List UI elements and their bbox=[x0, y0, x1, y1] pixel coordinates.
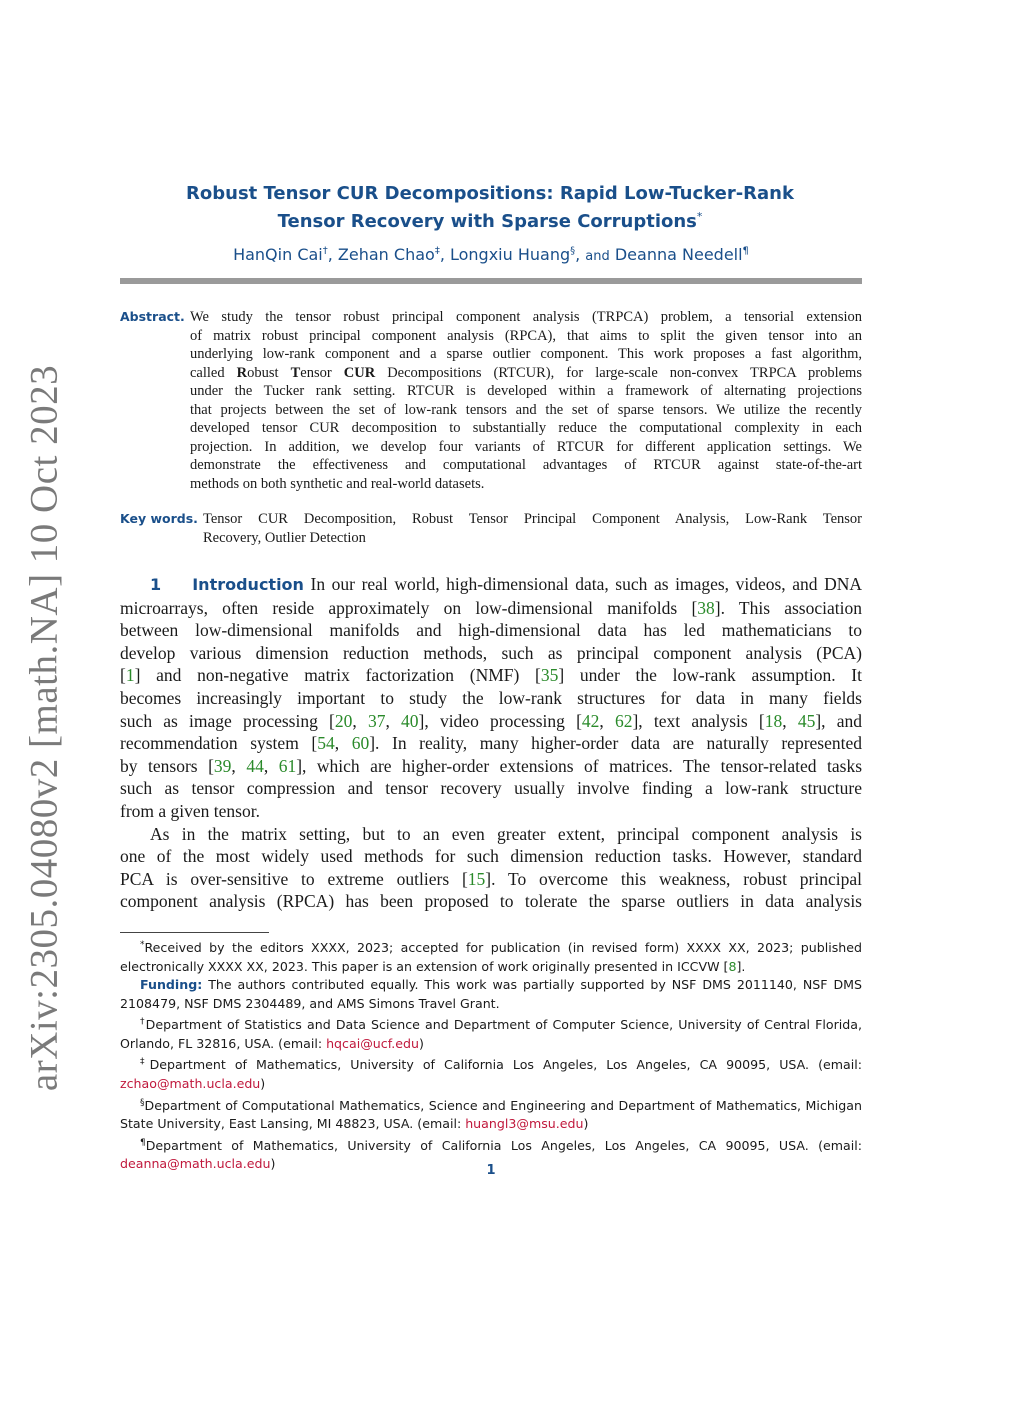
intro-line: develop various dimension reduction methods, such as principal component analysis (PCA) bbox=[120, 642, 862, 663]
citation-link[interactable]: 40 bbox=[401, 710, 419, 731]
abstract-line: methods on both synthetic and real-world datasets. bbox=[190, 475, 485, 492]
keywords-line: Recovery, Outlier Detection bbox=[203, 529, 366, 546]
email-link[interactable]: huangl3@msu.edu bbox=[465, 1116, 584, 1132]
abstract-acronym-letter: R bbox=[236, 364, 248, 381]
citation-link[interactable]: 54 bbox=[317, 733, 335, 754]
intro-text: recommendation system [ bbox=[120, 733, 318, 754]
abstract-text: ensor bbox=[300, 364, 344, 381]
footnote-line bbox=[120, 1075, 862, 1094]
citation-link[interactable]: 45 bbox=[797, 710, 816, 731]
footnote-text: Department of Statistics and Data Science and Department of Computer Science, University of Central Florida, bbox=[145, 1017, 863, 1033]
abstract-acronym-letter: CUR bbox=[343, 364, 376, 381]
footnote-text: The authors contributed equally. This work was partially supported by NSF DMS 2011140, NSF DMS bbox=[208, 977, 862, 993]
intro-line: from a given tensor. bbox=[120, 800, 260, 821]
footnote-text: Orlando, FL 32816, USA. (email: bbox=[120, 1035, 327, 1051]
footnote-text: Department of Mathematics, University of California Los Angeles, Los Angeles, CA 90095, USA. (email: bbox=[149, 1057, 862, 1073]
intro-line bbox=[120, 597, 862, 620]
intro-line bbox=[120, 664, 862, 687]
footnote-text: electronically XXXX XX, 2023. This paper is an extension of work originally presented in ICCVW [ bbox=[120, 958, 729, 974]
author-affiliation-marker[interactable]: † bbox=[322, 245, 328, 257]
abstract-body bbox=[190, 308, 862, 493]
abstract-line: demonstrate the effectiveness and computational advantages of RTCUR against state-of-the-art bbox=[190, 457, 862, 473]
intro-text: ], video processing [ bbox=[418, 710, 582, 731]
email-link[interactable]: deanna@math.ucla.edu bbox=[120, 1156, 271, 1172]
intro-text: ]. To overcome this weakness, robust principal bbox=[485, 868, 862, 889]
footnote-marker: § bbox=[140, 1097, 145, 1108]
intro-line: such as tensor compression and tensor recovery usually involve finding a low-rank structure bbox=[120, 778, 862, 799]
abstract-line: under the Tucker rank setting. RTCUR is developed within a framework of alternating projections bbox=[190, 383, 862, 399]
footnote-text: ) bbox=[418, 1035, 424, 1051]
footnote-line bbox=[120, 1134, 862, 1156]
author-name: Zehan Chao bbox=[337, 245, 435, 264]
keywords-line: Tensor CUR Decomposition, Robust Tensor Principal Component Analysis, Low-Rank Tensor bbox=[203, 511, 862, 527]
intro-text: microarrays, often reside approximately on low-dimensional manifolds [ bbox=[120, 597, 698, 618]
abstract-line: projection. In addition, we develop four variants of RTCUR for different application settings. We bbox=[190, 438, 862, 455]
intro-line bbox=[120, 868, 862, 891]
footnote-text: Received by the editors XXXX, 2023; accepted for publication (in revised form) XXXX XX, 2023; published bbox=[144, 940, 862, 956]
footnote-text: Department of Computational Mathematics, Science and Engineering and Department of Mathematics, Michigan bbox=[144, 1097, 862, 1113]
footnote-line bbox=[120, 1035, 862, 1054]
intro-line: one of the most widely used methods for such dimension reduction tasks. However, standard bbox=[120, 846, 862, 867]
footnote-line bbox=[120, 1115, 862, 1134]
arxiv-identifier-stamp: arXiv:2305.04080v2 [math.NA] 10 Oct 2023 bbox=[22, 364, 66, 1092]
abstract-label: Abstract. bbox=[120, 309, 185, 324]
footnote-text: ) bbox=[270, 1156, 276, 1172]
citation-link[interactable]: 1 bbox=[125, 665, 135, 686]
citation-link[interactable]: 35 bbox=[540, 665, 559, 686]
author-affiliation-marker[interactable]: § bbox=[570, 245, 576, 257]
abstract-text: Decompositions (RTCUR), for large-scale non-convex TRPCA problems bbox=[375, 364, 862, 381]
keywords-section bbox=[120, 510, 862, 547]
abstract-section bbox=[120, 308, 862, 493]
intro-line: component analysis (RPCA) has been proposed to tolerate the sparse outliers in data analysis bbox=[120, 891, 862, 912]
author-list: HanQin Cai†, Zehan Chao‡, Longxiu Huang§, and Deanna Needell¶ bbox=[233, 245, 749, 264]
footnote-text: ]. bbox=[736, 958, 746, 974]
footnote-line bbox=[120, 1053, 862, 1075]
intro-line: such as image processing [20, 37, 40], video processing [42, 62], text analysis [18, 45], and bbox=[120, 710, 862, 731]
section-number: 1 bbox=[150, 575, 162, 594]
intro-text: In our real world, high-dimensional data, such as images, videos, and DNA bbox=[310, 574, 863, 594]
author-affiliation-marker[interactable]: ¶ bbox=[742, 245, 749, 257]
footnote-text: ) bbox=[260, 1076, 266, 1092]
footnote-line bbox=[120, 958, 862, 977]
abstract-acronym-letter: T bbox=[290, 364, 301, 381]
citation-link[interactable]: 61 bbox=[278, 755, 297, 776]
intro-line: between low-dimensional manifolds and high-dimensional data has led mathematicians to bbox=[120, 620, 862, 641]
keywords-label: Key words. bbox=[120, 511, 198, 526]
section-title: Introduction bbox=[192, 575, 304, 594]
citation-link[interactable]: 60 bbox=[351, 733, 370, 754]
citation-link[interactable]: 62 bbox=[614, 710, 633, 731]
author-name: HanQin Cai bbox=[233, 245, 323, 264]
footnote-marker: † bbox=[140, 1017, 146, 1028]
abstract-line bbox=[190, 364, 862, 383]
intro-line: by tensors [39, 44, 61], which are higher-order extensions of matrices. The tensor-related tasks bbox=[120, 755, 863, 776]
author-name: Deanna Needell bbox=[614, 245, 743, 264]
email-link[interactable]: zchao@math.ucla.edu bbox=[120, 1076, 261, 1092]
citation-link[interactable]: 18 bbox=[764, 710, 783, 731]
citation-link[interactable]: 37 bbox=[367, 710, 386, 731]
intro-line: As in the matrix setting, but to an even greater extent, principal component analysis is bbox=[150, 823, 862, 844]
footnote-line bbox=[120, 936, 862, 958]
abstract-text: called bbox=[190, 364, 237, 381]
intro-text: ], text analysis [ bbox=[632, 710, 765, 731]
citation-link[interactable]: 42 bbox=[581, 710, 600, 731]
intro-text: ] under the low-rank assumption. It bbox=[558, 665, 862, 686]
footnote-line bbox=[120, 1013, 862, 1035]
title-line-1: Robust Tensor CUR Decompositions: Rapid Low-Tucker-Rank bbox=[186, 183, 794, 204]
intro-text: such as image processing [ bbox=[120, 710, 335, 731]
email-link[interactable]: hqcai@ucf.edu bbox=[326, 1035, 419, 1051]
author-conjunction: and bbox=[585, 249, 610, 264]
intro-line bbox=[120, 573, 862, 597]
citation-link[interactable]: 44 bbox=[246, 755, 264, 776]
paper-title bbox=[160, 182, 820, 233]
citation-link[interactable]: 20 bbox=[334, 710, 353, 731]
introduction-section bbox=[120, 573, 862, 913]
abstract-line: underlying low-rank component and a sparse outlier component. This work proposes a fast algorithm, bbox=[190, 346, 862, 362]
intro-text: ], which are higher-order extensions of matrices. The tensor-related tasks bbox=[296, 755, 863, 776]
intro-text: PCA is over-sensitive to extreme outliers [ bbox=[120, 868, 468, 889]
footnote-text: State University, East Lansing, MI 48823, USA. (email: bbox=[120, 1116, 466, 1132]
page-number: 1 bbox=[486, 1163, 496, 1178]
citation-link[interactable]: 39 bbox=[213, 755, 232, 776]
title-line-2-text: Tensor Recovery with Sparse Corruptions bbox=[277, 211, 697, 232]
footnotes-section bbox=[120, 936, 862, 1174]
footnote-marker: ¶ bbox=[140, 1137, 146, 1148]
title-line-2 bbox=[160, 205, 820, 233]
footnote-line bbox=[120, 1094, 862, 1116]
footnote-marker: * bbox=[140, 940, 145, 950]
intro-text: ] and non-negative matrix factorization (NMF) [ bbox=[134, 665, 541, 686]
intro-text: ]. In reality, many higher-order data are naturally represented bbox=[369, 733, 862, 754]
author-name: Longxiu Huang bbox=[449, 245, 571, 264]
title-footnote-marker[interactable]: * bbox=[696, 210, 703, 223]
abstract-text: obust bbox=[247, 364, 291, 381]
keywords-body bbox=[203, 510, 862, 547]
footnote-line: 2108479, NSF DMS 2304489, and AMS Simons Travel Grant. bbox=[120, 995, 500, 1011]
title-divider-rule bbox=[120, 278, 862, 284]
footnote-line bbox=[120, 976, 862, 995]
intro-text: by tensors [ bbox=[120, 755, 214, 776]
footnote-marker: ‡ bbox=[140, 1057, 150, 1068]
citation-link[interactable]: 15 bbox=[467, 868, 486, 889]
intro-line: recommendation system [54, 60]. In reality, many higher-order data are naturally represented bbox=[120, 733, 862, 754]
author-affiliation-marker[interactable]: ‡ bbox=[434, 245, 440, 257]
intro-line: becomes increasingly important to study the low-rank structures for data in many fields bbox=[120, 687, 862, 708]
citation-link[interactable]: 8 bbox=[728, 958, 737, 974]
citation-link[interactable]: 38 bbox=[697, 597, 715, 618]
intro-text: ], and bbox=[815, 710, 862, 731]
footnote-divider bbox=[120, 932, 269, 933]
section-heading bbox=[150, 575, 304, 594]
abstract-line: developed tensor CUR decomposition to substantially reduce the computational complexity in each bbox=[190, 420, 862, 436]
abstract-line: that projects between the set of low-rank tensors and the set of sparse tensors. We utilize the recently bbox=[190, 401, 862, 418]
abstract-line: We study the tensor robust principal component analysis (TRPCA) problem, a tensorial extension bbox=[190, 309, 862, 325]
funding-label: Funding: bbox=[140, 977, 203, 993]
footnote-text: ) bbox=[583, 1116, 589, 1132]
footnote-text: Department of Mathematics, University of California Los Angeles, Los Angeles, CA 90095, USA. (email: bbox=[145, 1137, 862, 1153]
intro-text: [ bbox=[120, 665, 126, 686]
intro-text: ]. This association bbox=[714, 597, 862, 618]
abstract-line: of matrix robust principal component analysis (RPCA), that aims to split the given tensor into an bbox=[190, 327, 862, 344]
